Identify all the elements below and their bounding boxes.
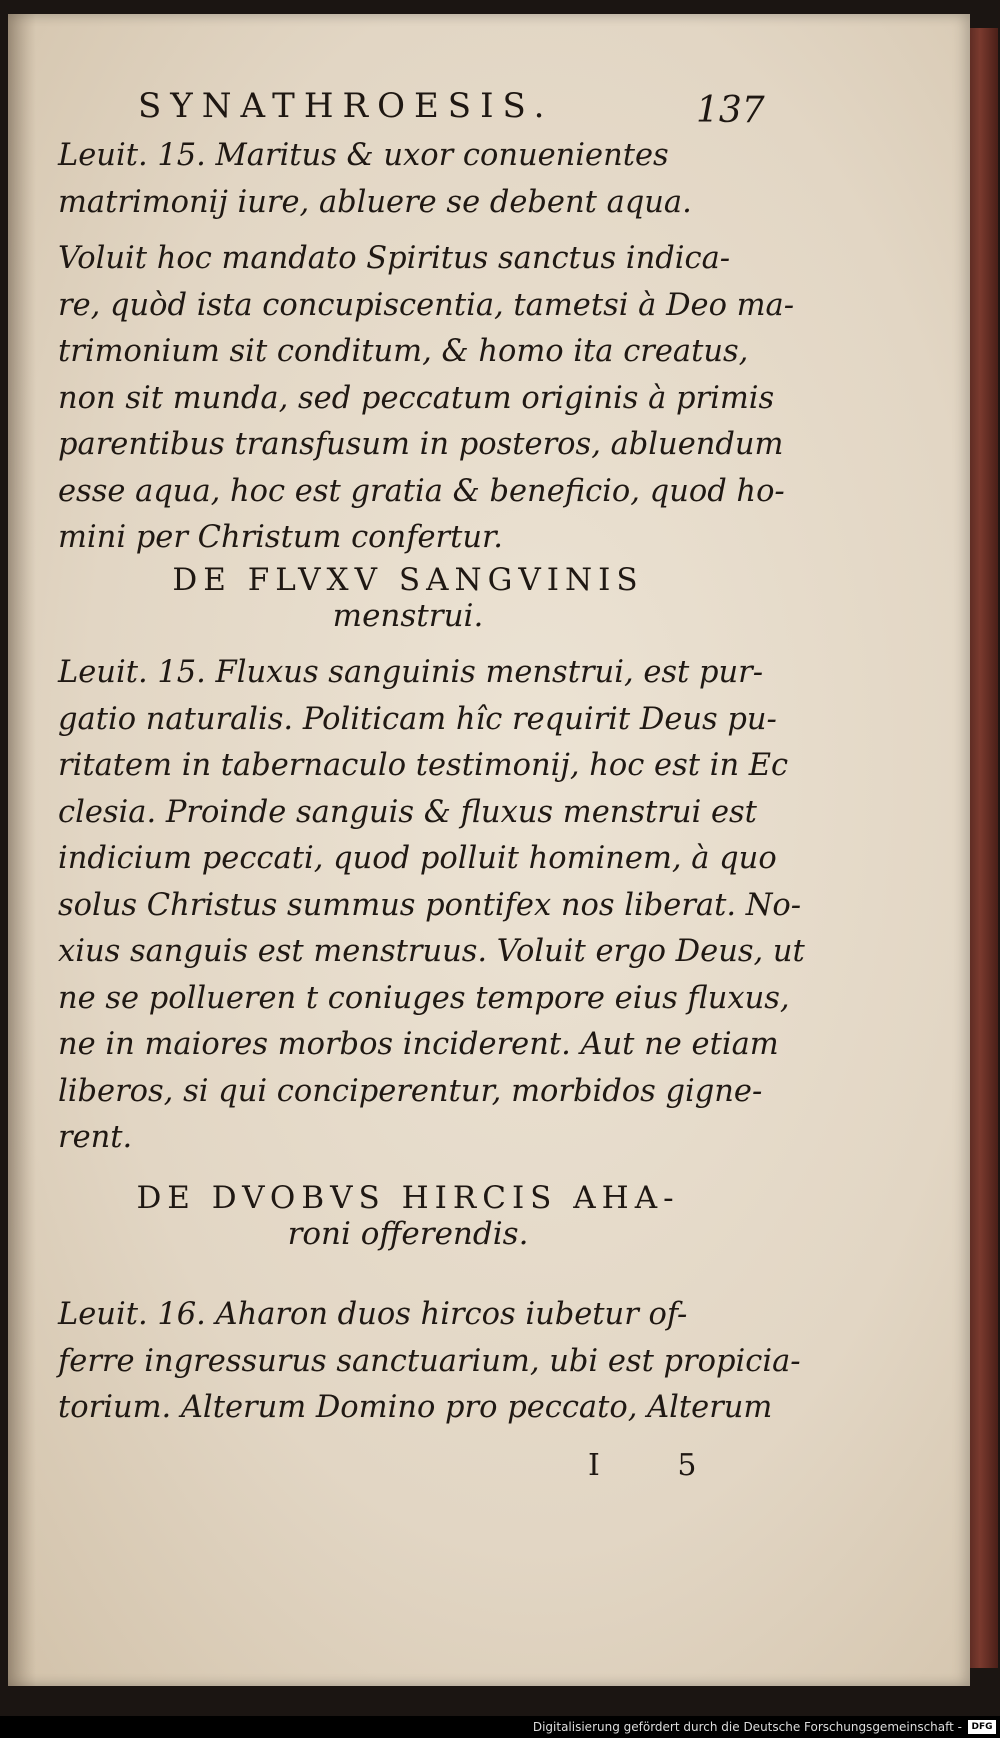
dfg-logo: DFG: [968, 1720, 996, 1734]
text-line: ritatem in tabernaculo testimonij, hoc est in Ec: [58, 748, 789, 783]
paragraph-voluit: [58, 236, 795, 562]
text-line: matrimonij iure, abluere se debent aqua.: [58, 184, 692, 220]
text-line: Leuit. 15. Maritus & uxor conuenientes: [58, 138, 669, 173]
page-number: 137: [696, 90, 765, 131]
text-line: Voluit hoc mandato Spiritus sanctus indica-: [58, 241, 731, 276]
text-line: Leuit. 15. Fluxus sanguinis menstrui, est pur-: [58, 655, 764, 690]
text-line: ferre ingressurus sanctuarium, ubi est propicia-: [58, 1343, 801, 1379]
text-line: clesia. Proinde sanguis & fluxus menstrui est: [58, 794, 757, 830]
text-line: solus Christus summus pontifex nos liberat. No-: [58, 887, 802, 923]
paragraph-fluxus: [58, 650, 805, 1162]
heading-sub: roni offerendis.: [287, 1216, 529, 1252]
text-line: ne se pollueren t coniuges tempore eius fluxus,: [58, 980, 790, 1016]
text-line: Leuit. 16. Aharon duos hircos iubetur of-: [58, 1297, 688, 1332]
section-heading-fluxus: [58, 562, 758, 634]
text-line: xius sanguis est menstruus. Voluit ergo Deus, ut: [58, 934, 805, 969]
signature-mark: I 5: [588, 1448, 731, 1483]
text-line: torium. Alterum Domino pro peccato, Alterum: [58, 1390, 773, 1425]
text-line: parentibus transfusum in posteros, abluendum: [58, 427, 784, 462]
text-line: liberos, si qui conciperentur, morbidos gigne-: [58, 1073, 763, 1109]
text-line: mini per Christum confertur.: [58, 520, 503, 555]
paragraph-aharon: [58, 1292, 801, 1432]
gutter-shadow: [8, 14, 36, 1686]
section-heading-hircis: [58, 1180, 758, 1252]
digitization-credit: Digitalisierung gefördert durch die Deutsche Forschungsgemeinschaft -: [0, 1716, 1000, 1738]
text-line: ne in maiores morbos inciderent. Aut ne etiam: [58, 1027, 779, 1062]
heading-main: DE DVOBVS HIRCIS AHA-: [136, 1180, 680, 1216]
heading-main: DE FLVXV SANGVINIS: [172, 562, 644, 598]
running-title: SYNATHROESIS.: [138, 86, 554, 126]
text-line: indicium peccati, quod polluit hominem, à quo: [58, 841, 777, 876]
text-line: re, quòd ista concupiscentia, tametsi à Deo ma-: [58, 287, 795, 323]
text-line: esse aqua, hoc est gratia & beneficio, quod ho-: [58, 473, 785, 509]
book-cover-edge: [968, 28, 998, 1668]
paragraph-maritus: [58, 133, 758, 226]
text-line: gatio naturalis. Politicam hîc requirit Deus pu-: [58, 701, 777, 737]
heading-sub: menstrui.: [332, 598, 484, 634]
text-line: rent.: [58, 1120, 133, 1155]
text-line: trimonium sit conditum, & homo ita creatus,: [58, 334, 749, 369]
text-line: non sit munda, sed peccatum originis à primis: [58, 380, 775, 416]
